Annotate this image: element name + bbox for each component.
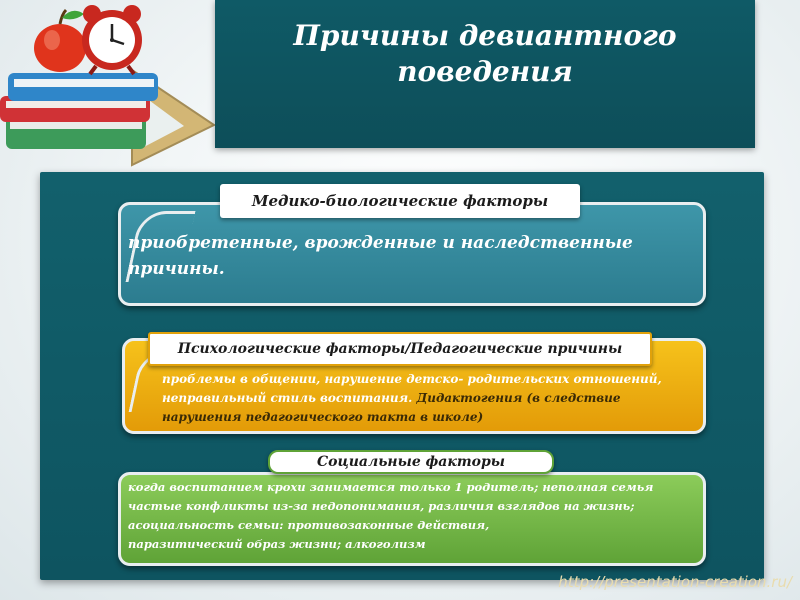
- factor-text-psychological-main: проблемы в общении, нарушение детско- родительских отношений, неправильный стиль воспитания.: [162, 372, 662, 405]
- factor-label-social: Социальные факторы: [268, 450, 554, 474]
- books-stack-icon: [0, 73, 158, 149]
- title-panel: [215, 0, 755, 148]
- apple-icon: [34, 10, 86, 72]
- slide-title: Причины девиантного поведения: [293, 19, 677, 88]
- factor-label-medical: Медико-биологические факторы: [220, 184, 580, 218]
- watermark-link: http://presentation-creation.ru/: [558, 573, 792, 591]
- clipart-decoration: [0, 0, 230, 170]
- factor-text-medical: приобретенные, врожденные и наследственные причины.: [128, 233, 633, 279]
- alarm-clock-icon: [82, 5, 142, 74]
- factor-label-psychological: Психологические факторы/Педагогические причины: [148, 332, 652, 366]
- factor-text-psychological-didactogeny: Дидактогения (в следствие нарушения педагогического такта в школе): [162, 391, 621, 424]
- factor-text-psychological: [162, 370, 690, 427]
- factor-text-social: когда воспитанием крохи занимается только 1 родитель; неполная семья частые конфликты из-за недопонимания, различия взглядов на жизнь; асоциальность семьи: противозаконные действия, паразитический образ жизни; алкоголизм: [128, 480, 654, 551]
